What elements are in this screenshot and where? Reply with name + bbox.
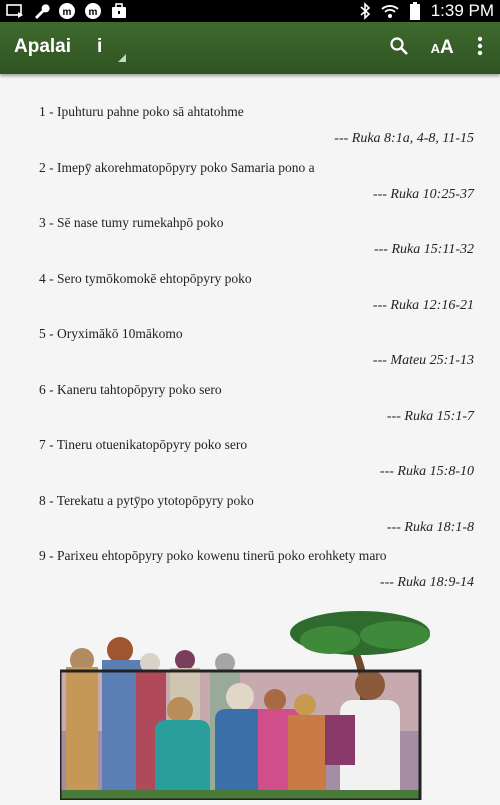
reference-text: Ruka 18:9-14 bbox=[397, 575, 474, 590]
reference-prefix: --- bbox=[373, 242, 388, 257]
story-title-link[interactable] bbox=[39, 160, 315, 176]
clock: 1:39 PM bbox=[430, 1, 494, 20]
story-title-link[interactable] bbox=[39, 437, 247, 453]
screen-cast-icon bbox=[6, 2, 24, 20]
reference-text: Ruka 10:25-37 bbox=[390, 186, 474, 202]
bluetooth-icon bbox=[356, 2, 374, 20]
book-selector[interactable] bbox=[92, 34, 132, 64]
story-title: Terekatu a pytȳpo ytotopōpyry poko bbox=[56, 492, 254, 508]
story-number: 8 bbox=[39, 492, 46, 508]
search-button[interactable] bbox=[383, 32, 415, 64]
reference-prefix: --- bbox=[372, 353, 387, 368]
story-separator: - bbox=[45, 492, 57, 508]
story-separator: - bbox=[45, 437, 57, 452]
reference-prefix: --- bbox=[386, 408, 401, 424]
story-title-link[interactable] bbox=[39, 493, 254, 509]
story-title: Tineru otuenikatopōpyry poko sero bbox=[56, 437, 248, 452]
dropdown-indicator-icon bbox=[118, 54, 126, 62]
reference-text: Ruka 8:1a, 4-8, 11-15 bbox=[351, 131, 474, 146]
scripture-reference[interactable] bbox=[373, 298, 474, 314]
story-number: 3 bbox=[39, 215, 46, 230]
reference-prefix: --- bbox=[372, 297, 387, 313]
story-title: Imepȳ akorehmatopōpyry poko Samaria pono a bbox=[57, 159, 315, 175]
app-title: Apalai bbox=[14, 36, 72, 57]
story-separator: - bbox=[45, 159, 57, 175]
app-badge-icon bbox=[58, 2, 76, 20]
reference-text: Mateu 25:1-13 bbox=[390, 353, 474, 368]
story-number: 1 bbox=[39, 104, 46, 119]
book-selector-label: i bbox=[97, 36, 103, 57]
story-title-link[interactable] bbox=[39, 271, 252, 287]
overflow-menu-button[interactable] bbox=[464, 32, 496, 64]
reference-prefix: --- bbox=[334, 131, 349, 146]
story-title-link[interactable] bbox=[39, 104, 244, 120]
story-title: Ipuhturu pahne poko sā ahtatohme bbox=[57, 104, 244, 119]
reference-text: Ruka 15:8-10 bbox=[397, 464, 474, 479]
status-bar bbox=[0, 0, 500, 22]
story-number: 4 bbox=[39, 270, 46, 286]
reference-text: Ruka 15:1-7 bbox=[404, 408, 474, 424]
app-badge-icon bbox=[84, 2, 102, 20]
reference-prefix: --- bbox=[379, 575, 394, 590]
briefcase-icon bbox=[110, 2, 128, 20]
story-separator: - bbox=[45, 104, 57, 119]
scripture-reference[interactable] bbox=[373, 353, 474, 369]
story-title: Sē nase tumy rumekahpō poko bbox=[57, 215, 224, 230]
story-title: Parixeu ehtopōpyry poko kowenu tinerū poko erohkety maro bbox=[57, 548, 387, 563]
story-number: 5 bbox=[39, 326, 46, 341]
reference-prefix: --- bbox=[386, 519, 401, 535]
crowd-illustration bbox=[60, 605, 440, 800]
story-separator: - bbox=[45, 270, 57, 286]
reference-text: Ruka 12:16-21 bbox=[390, 297, 474, 313]
app-bar bbox=[0, 22, 500, 74]
story-separator: - bbox=[45, 548, 57, 563]
story-title: Sero tymōkomokē ehtopōpyry poko bbox=[57, 270, 252, 286]
reference-prefix: --- bbox=[379, 464, 394, 479]
story-number: 2 bbox=[39, 159, 46, 175]
story-title: Oryximākō 10mākomo bbox=[57, 326, 183, 341]
story-title-link[interactable] bbox=[39, 382, 222, 398]
text-size-icon: AA bbox=[430, 37, 454, 58]
scripture-reference[interactable] bbox=[387, 520, 474, 536]
scripture-reference[interactable] bbox=[373, 187, 474, 203]
text-size-button[interactable] bbox=[424, 32, 456, 64]
story-number: 9 bbox=[39, 548, 46, 563]
svg-text:m: m bbox=[62, 7, 72, 18]
reference-text: Ruka 15:11-32 bbox=[391, 242, 474, 257]
wrench-icon bbox=[32, 2, 50, 20]
reference-text: Ruka 18:1-8 bbox=[404, 519, 474, 535]
search-icon bbox=[389, 36, 409, 61]
scripture-reference[interactable] bbox=[380, 575, 474, 591]
story-title-link[interactable] bbox=[39, 548, 387, 564]
scripture-reference[interactable] bbox=[374, 242, 474, 258]
scripture-reference[interactable] bbox=[387, 409, 474, 425]
story-separator: - bbox=[45, 326, 57, 341]
story-title-link[interactable] bbox=[39, 215, 223, 231]
overflow-menu-icon bbox=[477, 36, 483, 61]
story-number: 7 bbox=[39, 437, 46, 452]
reference-prefix: --- bbox=[372, 186, 387, 202]
story-separator: - bbox=[45, 381, 57, 397]
scripture-reference[interactable] bbox=[334, 131, 474, 147]
svg-text:m: m bbox=[88, 7, 98, 18]
story-separator: - bbox=[45, 215, 57, 230]
battery-icon bbox=[406, 2, 424, 20]
story-title-link[interactable] bbox=[39, 326, 183, 342]
wifi-icon bbox=[381, 2, 399, 20]
scripture-reference[interactable] bbox=[380, 464, 474, 480]
story-number: 6 bbox=[39, 381, 46, 397]
story-title: Kaneru tahtopōpyry poko sero bbox=[57, 381, 222, 397]
